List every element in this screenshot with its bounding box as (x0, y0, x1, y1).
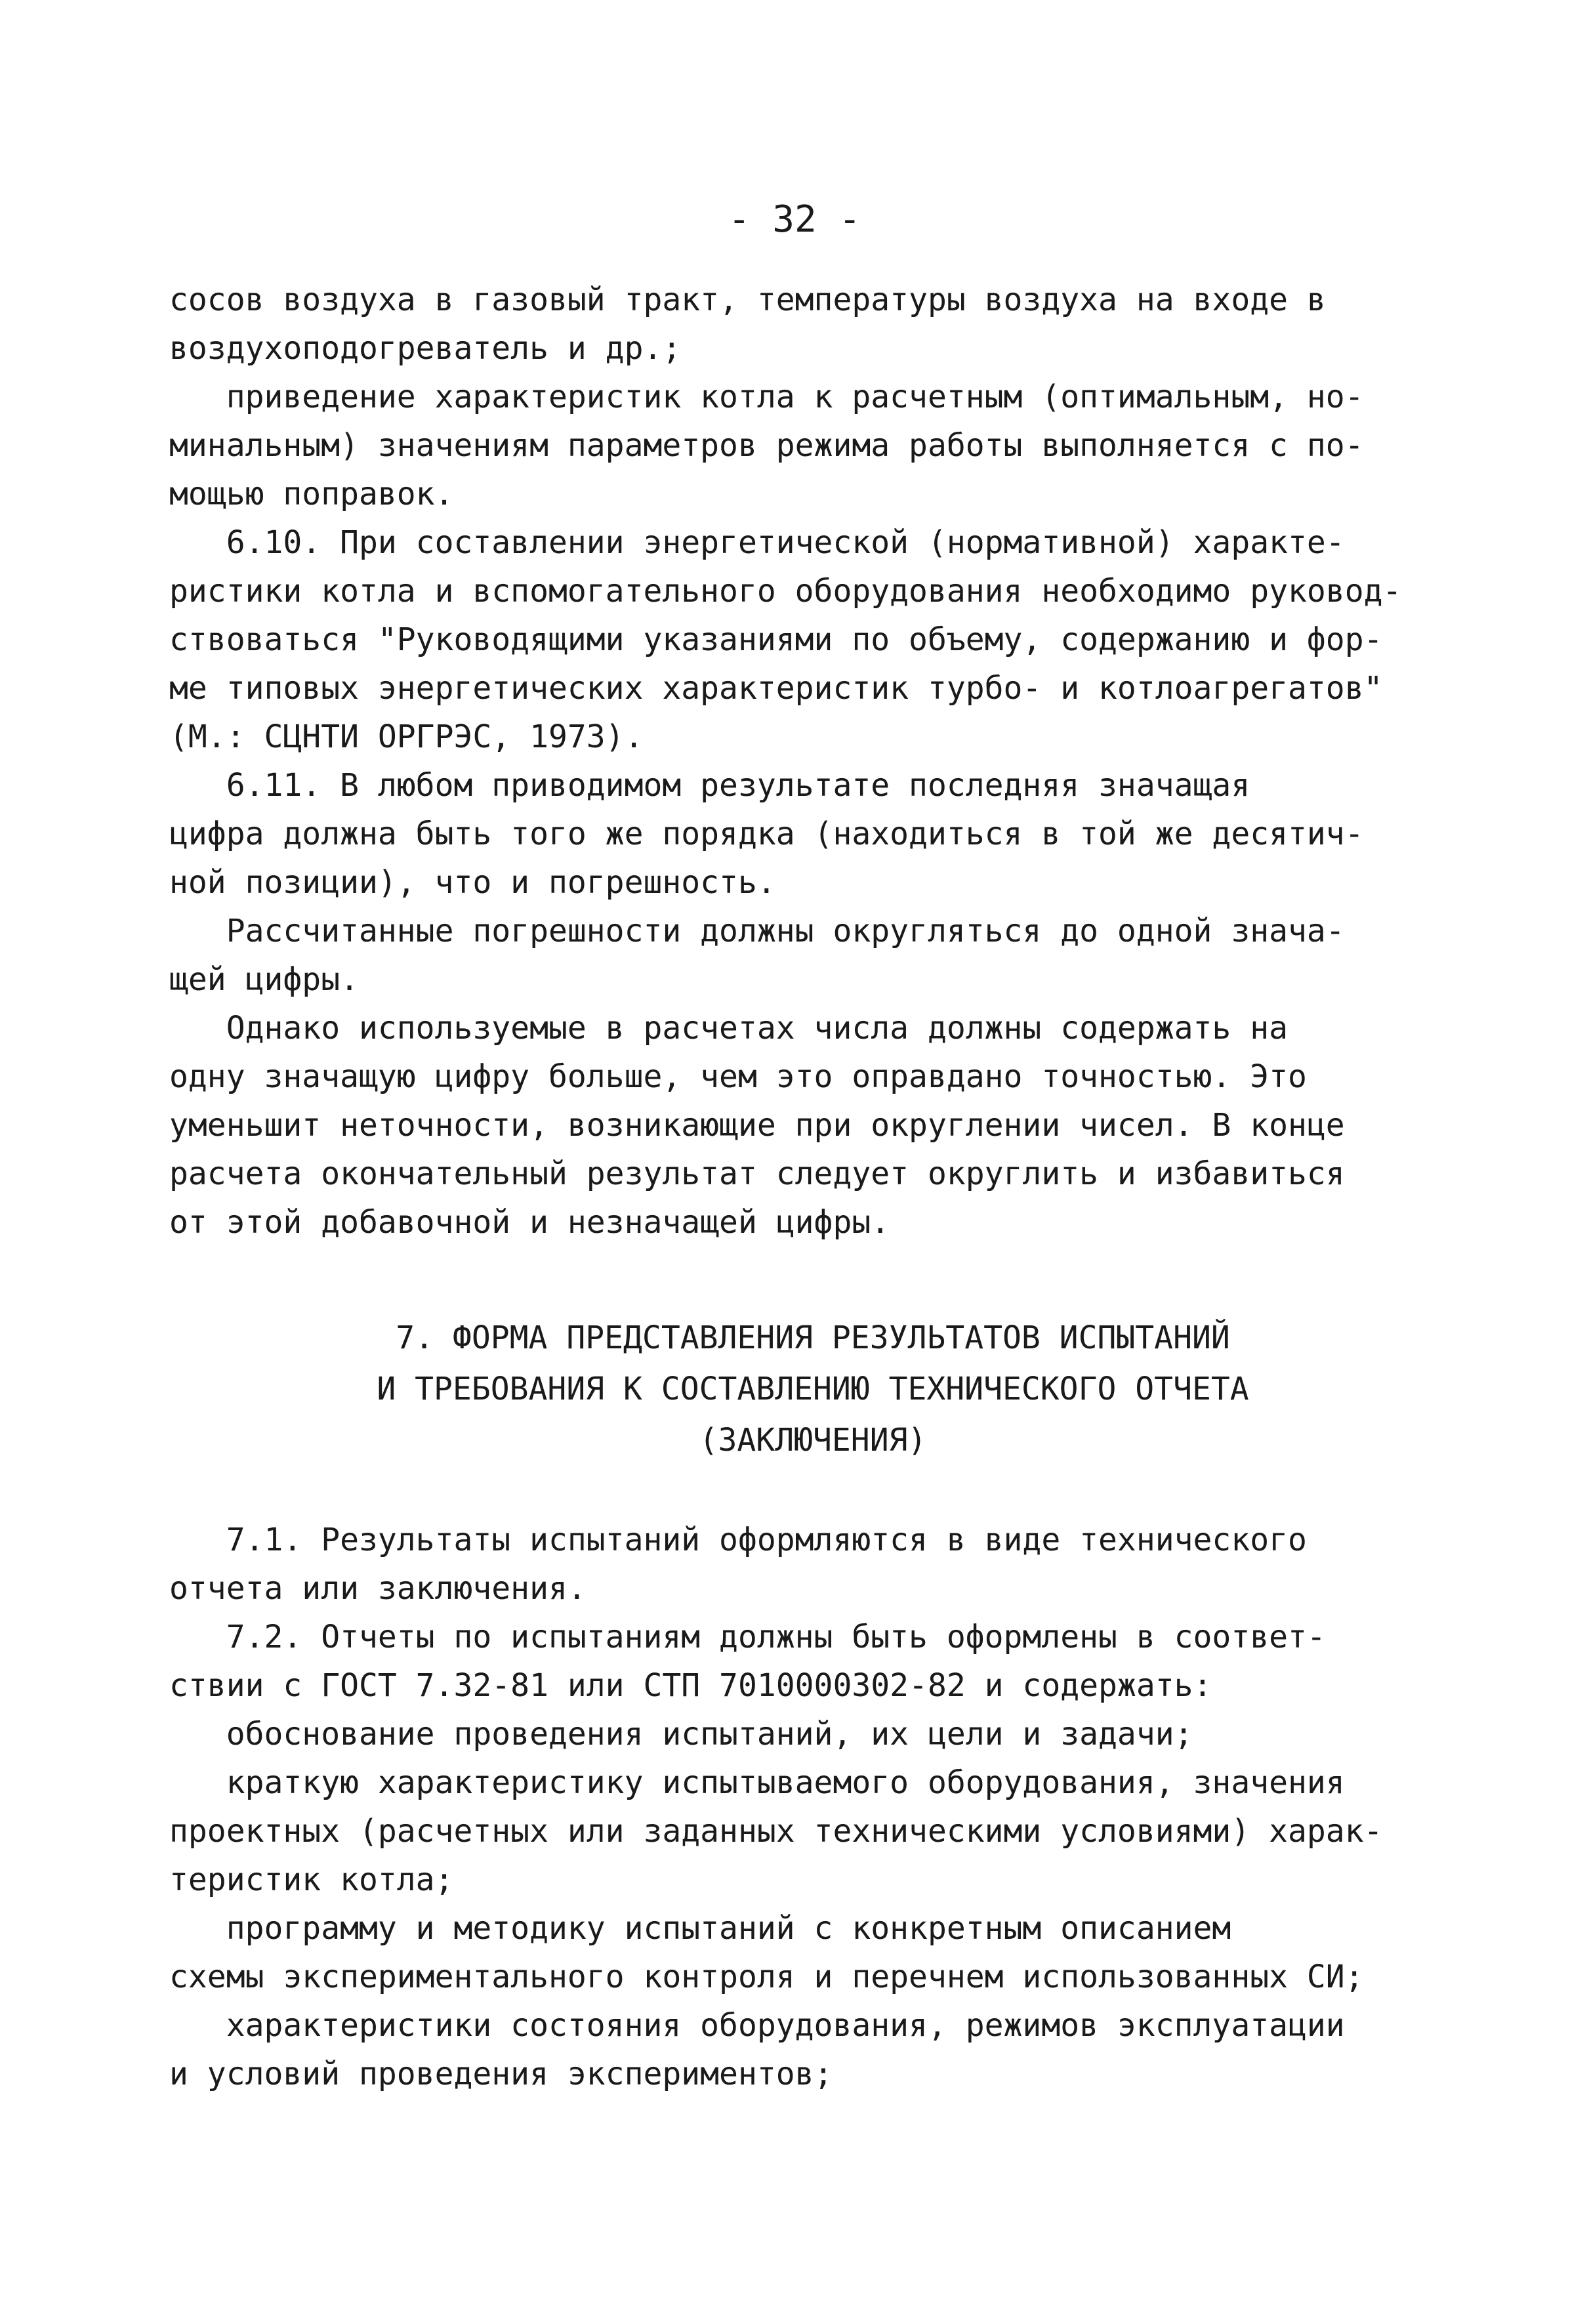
text-line: схемы экспериментального контроля и перечнем использованных СИ; (169, 1959, 1364, 1995)
text-line: уменьшит неточности, возникающие при округлении чисел. В конце (169, 1107, 1345, 1144)
text-line: проектных (расчетных или заданных техническими условиями) харак- (169, 1813, 1383, 1850)
heading-line: (ЗАКЛЮЧЕНИЯ) (699, 1422, 927, 1459)
text-line: 6.10. При составлении энергетической (нормативной) характе- (169, 524, 1345, 561)
text-line: приведение характеристик котла к расчетным (оптимальным, но- (169, 379, 1364, 415)
section-7-heading (169, 1312, 1456, 1466)
text-line: Рассчитанные погрешности должны округляться до одной знача- (169, 913, 1345, 949)
text-line: ристики котла и вспомогательного оборудования необходимо руковод- (169, 573, 1402, 610)
heading-line: 7. ФОРМА ПРЕДСТАВЛЕНИЯ РЕЗУЛЬТАТОВ ИСПЫТАНИЙ (396, 1319, 1230, 1356)
text-line: цифра должна быть того же порядка (находиться в той же десятич- (169, 816, 1364, 852)
text-line: одну значащую цифру больше, чем это оправдано точностью. Это (169, 1058, 1307, 1095)
text-line: ствоваться "Руководящими указаниями по объему, содержанию и фор- (169, 621, 1383, 658)
text-line: ствии с ГОСТ 7.32-81 или СТП 7010000302-82 и содержать: (169, 1667, 1212, 1704)
page-number: - 32 - (728, 198, 861, 241)
text-line: мощью поправок. (169, 476, 454, 512)
body-text-section-7 (169, 1516, 1456, 2098)
text-line: теристик котла; (169, 1861, 454, 1898)
body-text-section-6 (169, 276, 1456, 1247)
text-line: 7.1. Результаты испытаний оформляются в виде технического (169, 1522, 1307, 1558)
text-line: минальным) значениям параметров режима работы выполняется с по- (169, 427, 1364, 464)
text-line: расчета окончательный результат следует округлить и избавиться (169, 1155, 1345, 1192)
text-line: (М.: СЦНТИ ОРГРЭС, 1973). (169, 718, 644, 755)
heading-line: И ТРЕБОВАНИЯ К СОСТАВЛЕНИЮ ТЕХНИЧЕСКОГО ОТЧЕТА (377, 1371, 1249, 1407)
text-line: 7.2. Отчеты по испытаниям должны быть оформлены в соответ- (169, 1619, 1326, 1655)
text-line: и условий проведения экспериментов; (169, 2056, 833, 2092)
text-line: Однако используемые в расчетах числа должны содержать на (169, 1010, 1289, 1047)
text-line: воздухоподогреватель и др.; (169, 330, 682, 367)
text-line: ной позиции), что и погрешность. (169, 864, 776, 901)
text-line: от этой добавочной и незначащей цифры. (169, 1204, 890, 1241)
text-line: программу и методику испытаний с конкретным описанием (169, 1910, 1231, 1947)
text-line: обоснование проведения испытаний, их цели и задачи; (169, 1716, 1193, 1753)
text-line: отчета или заключения. (169, 1570, 587, 1607)
text-line: 6.11. В любом приводимом результате последняя значащая (169, 767, 1250, 804)
text-line: ме типовых энергетических характеристик турбо- и котлоагрегатов" (169, 670, 1383, 707)
text-line: характеристики состояния оборудования, режимов эксплуатации (169, 2007, 1345, 2044)
text-line: щей цифры. (169, 961, 359, 998)
text-line: сосов воздуха в газовый тракт, температуры воздуха на входе в (169, 281, 1326, 318)
text-line: краткую характеристику испытываемого оборудования, значения (169, 1764, 1345, 1801)
